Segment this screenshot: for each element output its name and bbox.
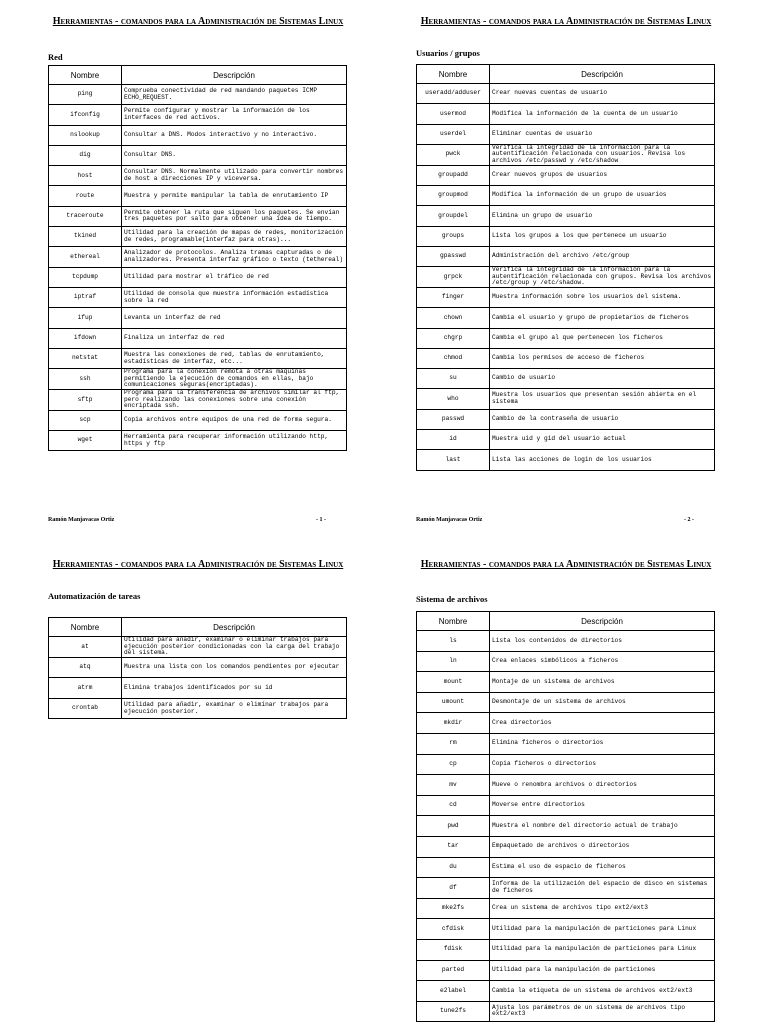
command-name: mkdir	[417, 713, 490, 734]
section-title: Usuarios / grupos	[416, 48, 480, 58]
command-name: grpck	[417, 267, 490, 288]
table-row	[417, 692, 715, 713]
table-row	[417, 878, 715, 899]
command-description: Crea enlaces simbólicos a ficheros	[490, 651, 715, 672]
commands-table	[416, 611, 715, 1022]
command-name: netstat	[49, 348, 122, 368]
command-name: iptraf	[49, 287, 122, 307]
table-row	[417, 836, 715, 857]
footer-page-number: - 1 -	[316, 517, 326, 523]
command-name: route	[49, 186, 122, 206]
table-row	[417, 775, 715, 796]
command-description: Administración del archivo /etc/group	[490, 246, 715, 266]
command-description: Utilidad para añadir, examinar o eliminar trabajos para ejecución posterior condicionadas con la carga del trabajo del sistema.	[122, 637, 347, 658]
command-name: tar	[417, 836, 490, 857]
command-description: Utilidad de consola que muestra información estadística sobre la red	[122, 287, 347, 307]
command-name: umount	[417, 692, 490, 713]
command-name: ethereal	[49, 247, 122, 267]
command-description: Informa de la utilización del espacio de disco en sistemas de ficheros	[490, 878, 715, 899]
command-name: wget	[49, 431, 122, 451]
command-description: Cambio de la contraseña de usuario	[490, 409, 715, 429]
command-name: cfdisk	[417, 919, 490, 940]
command-description: Analizador de protocolos. Analiza tramas capturadas o de analizadores. Presenta interfaz gráfico o texto (tethereal)	[122, 247, 347, 267]
command-name: useradd/adduser	[417, 84, 490, 104]
command-name: mke2fs	[417, 898, 490, 919]
command-name: ssh	[49, 369, 122, 390]
command-description: Cambia el grupo al que pertenecen los ficheros	[490, 328, 715, 348]
command-description: Muestra el nombre del directorio actual de trabajo	[490, 816, 715, 837]
command-name: mv	[417, 775, 490, 796]
command-description: Muestra uid y gid del usuario actual	[490, 430, 715, 450]
table-row	[417, 631, 715, 652]
command-description: Utilidad para la manipulación de particiones	[490, 960, 715, 981]
command-name: host	[49, 166, 122, 186]
command-description: Utilidad para la manipulación de particiones para Linux	[490, 939, 715, 960]
column-header-nombre: Nombre	[49, 618, 122, 637]
command-name: scp	[49, 410, 122, 430]
command-name: traceroute	[49, 206, 122, 226]
footer-page-number: - 2 -	[684, 517, 694, 523]
table-row	[417, 919, 715, 940]
command-description: Utilidad para añadir, examinar o eliminar trabajos para ejecución posterior.	[122, 698, 347, 719]
command-description: Crea un sistema de archivos tipo ext2/ext3	[490, 898, 715, 919]
command-description: Muestra información sobre los usuarios del sistema.	[490, 287, 715, 307]
command-name: e2label	[417, 981, 490, 1002]
command-description: Eliminar cuentas de usuario	[490, 124, 715, 144]
command-description: Finaliza un interfaz de red	[122, 328, 347, 348]
column-header-nombre: Nombre	[417, 612, 490, 631]
command-name: cd	[417, 795, 490, 816]
command-name: ln	[417, 651, 490, 672]
command-name: finger	[417, 287, 490, 307]
column-header-descripcion: Descripción	[490, 65, 715, 84]
command-name: chmod	[417, 348, 490, 368]
command-name: parted	[417, 960, 490, 981]
command-name: dig	[49, 145, 122, 165]
table-row	[417, 960, 715, 981]
column-header-descripcion: Descripción	[490, 612, 715, 631]
command-description: Desmontaje de un sistema de archivos	[490, 692, 715, 713]
command-name: du	[417, 857, 490, 878]
table-row	[417, 857, 715, 878]
command-name: passwd	[417, 409, 490, 429]
command-name: pwd	[417, 816, 490, 837]
command-description: Herramienta para recuperar información utilizando http, https y ftp	[122, 431, 347, 451]
table-row	[417, 733, 715, 754]
command-name: tkined	[49, 227, 122, 247]
table-row	[49, 678, 347, 699]
command-description: Elimina ficheros o directorios	[490, 733, 715, 754]
command-description: Levanta un interfaz de red	[122, 308, 347, 328]
command-description: Cambia los permisos de acceso de ficheros	[490, 348, 715, 368]
command-description: Copia archivos entre equipos de una red de forma segura.	[122, 410, 347, 430]
page-header: Herramientas - comandos para la Administración de Sistemas Linux	[420, 559, 712, 570]
command-name: ifconfig	[49, 105, 122, 125]
command-name: atrm	[49, 678, 122, 699]
command-name: last	[417, 450, 490, 470]
table-row	[49, 637, 347, 658]
command-name: groups	[417, 226, 490, 246]
command-description: Utilidad para mostrar el tráfico de red	[122, 267, 347, 287]
command-description: Empaquetado de archivos o directorios	[490, 836, 715, 857]
command-name: ifdown	[49, 328, 122, 348]
command-description: Cambia la etiqueta de un sistema de archivos ext2/ext3	[490, 981, 715, 1002]
table-row	[417, 1001, 715, 1022]
command-description: Programa para la conexión remota a otras máquinas permitiendo la ejecución de comandos en ellas, bajo comunicaciones seguras(encriptadas).	[122, 369, 347, 390]
command-description: Verifica la integridad de la información para la autentificación relacionada con usuarios. Revisa los archivos /etc/passwd y /etc/shadow	[490, 144, 715, 165]
command-name: su	[417, 369, 490, 389]
command-description: Elimina un grupo de usuario	[490, 206, 715, 226]
page-header: Herramientas - comandos para la Administración de Sistemas Linux	[52, 16, 344, 27]
command-description: Consultar DNS.	[122, 145, 347, 165]
command-description: Utilidad para la manipulación de particiones para Linux	[490, 919, 715, 940]
command-name: cp	[417, 754, 490, 775]
command-name: who	[417, 389, 490, 409]
command-description: Modifica la información de un grupo de usuarios	[490, 185, 715, 205]
column-header-nombre: Nombre	[417, 65, 490, 84]
command-name: ping	[49, 85, 122, 105]
table-row	[417, 672, 715, 693]
command-name: mount	[417, 672, 490, 693]
table-row	[49, 698, 347, 719]
footer-author: Ramón Manjavacas Ortiz	[48, 517, 115, 523]
footer-author: Ramón Manjavacas Ortiz	[416, 517, 483, 523]
command-name: gpasswd	[417, 246, 490, 266]
command-description: Modifica la información de la cuenta de un usuario	[490, 104, 715, 124]
command-name: df	[417, 878, 490, 899]
command-description: Permite obtener la ruta que siguen los paquetes. Se envían tres paquetes por salto para obtener una idea de tiempo.	[122, 206, 347, 226]
command-description: Permite configurar y mostrar la información de los interfaces de red activos.	[122, 105, 347, 125]
command-description: Crear nuevos grupos de usuarios	[490, 165, 715, 185]
command-name: nslookup	[49, 125, 122, 145]
page-3	[48, 0, 348, 1024]
command-description: Lista las acciones de login de los usuarios	[490, 450, 715, 470]
table-row	[417, 795, 715, 816]
command-name: tcpdump	[49, 267, 122, 287]
command-name: id	[417, 430, 490, 450]
page-header: Herramientas - comandos para la Administración de Sistemas Linux	[420, 16, 712, 27]
table-row	[417, 939, 715, 960]
command-description: Crea directorios	[490, 713, 715, 734]
command-description: Programa para la transferencia de archivos similar al ftp, pero realizando las conexiones sobre una conexión encriptada ssh.	[122, 389, 347, 410]
command-name: ls	[417, 631, 490, 652]
command-description: Ajusta los parámetros de un sistema de archivos tipo ext2/ext3	[490, 1001, 715, 1022]
command-description: Muestra una lista con los comandos pendientes por ejecutar	[122, 657, 347, 678]
command-name: sftp	[49, 389, 122, 410]
command-name: groupdel	[417, 206, 490, 226]
table-row	[417, 713, 715, 734]
command-description: Muestra las conexiones de red, tablas de enrutamiento, estadísticas de interfaz, etc...	[122, 348, 347, 368]
command-description: Montaje de un sistema de archivos	[490, 672, 715, 693]
table-row	[417, 651, 715, 672]
command-description: Lista los contenidos de directorios	[490, 631, 715, 652]
command-description: Verifica la integridad de la información para la autentificación relacionada con grupos. Revisa los archivos /etc/group y /etc/shadow.	[490, 267, 715, 288]
section-title: Automatización de tareas	[48, 591, 141, 601]
command-description: Moverse entre directorios	[490, 795, 715, 816]
command-description: Copia ficheros o directorios	[490, 754, 715, 775]
command-name: usermod	[417, 104, 490, 124]
command-description: Mueve o renombra archivos o directorios	[490, 775, 715, 796]
command-name: pwck	[417, 144, 490, 165]
section-title: Sistema de archivos	[416, 594, 488, 604]
page-4	[416, 0, 716, 1024]
column-header-descripcion: Descripción	[122, 66, 347, 85]
command-description: Muestra y permite manipular la tabla de enrutamiento IP	[122, 186, 347, 206]
command-description: Consultar a DNS. Modos interactivo y no interactivo.	[122, 125, 347, 145]
commands-table	[48, 617, 347, 719]
command-name: userdel	[417, 124, 490, 144]
command-name: at	[49, 637, 122, 658]
command-description: Utilidad para la creación de mapas de redes, monitorización de redes, programable(interfaz para otras)...	[122, 227, 347, 247]
column-header-nombre: Nombre	[49, 66, 122, 85]
command-description: Cambio de usuario	[490, 369, 715, 389]
command-description: Cambia el usuario y grupo de propietarios de ficheros	[490, 308, 715, 328]
command-description: Consultar DNS. Normalmente utilizado para convertir nombres de host a direcciones IP y viceversa.	[122, 166, 347, 186]
command-name: atq	[49, 657, 122, 678]
page-header: Herramientas - comandos para la Administración de Sistemas Linux	[52, 559, 344, 570]
section-title: Red	[48, 52, 63, 62]
command-description: Crear nuevas cuentas de usuario	[490, 84, 715, 104]
command-name: groupmod	[417, 185, 490, 205]
command-name: groupadd	[417, 165, 490, 185]
command-description: Elimina trabajos identificados por su id	[122, 678, 347, 699]
column-header-descripcion: Descripción	[122, 618, 347, 637]
command-name: fdisk	[417, 939, 490, 960]
command-name: chown	[417, 308, 490, 328]
table-row	[417, 816, 715, 837]
table-row	[49, 657, 347, 678]
command-description: Comprueba conectividad de red mandando paquetes ICMP ECHO_REQUEST.	[122, 85, 347, 105]
command-name: ifup	[49, 308, 122, 328]
command-name: rm	[417, 733, 490, 754]
command-name: crontab	[49, 698, 122, 719]
command-name: chgrp	[417, 328, 490, 348]
table-row	[417, 754, 715, 775]
command-description: Muestra los usuarios que presentan sesión abierta en el sistema	[490, 389, 715, 409]
table-row	[417, 981, 715, 1002]
table-row	[417, 898, 715, 919]
command-name: tune2fs	[417, 1001, 490, 1022]
command-description: Lista los grupos a los que pertenece un usuario	[490, 226, 715, 246]
command-description: Estima el uso de espacio de ficheros	[490, 857, 715, 878]
